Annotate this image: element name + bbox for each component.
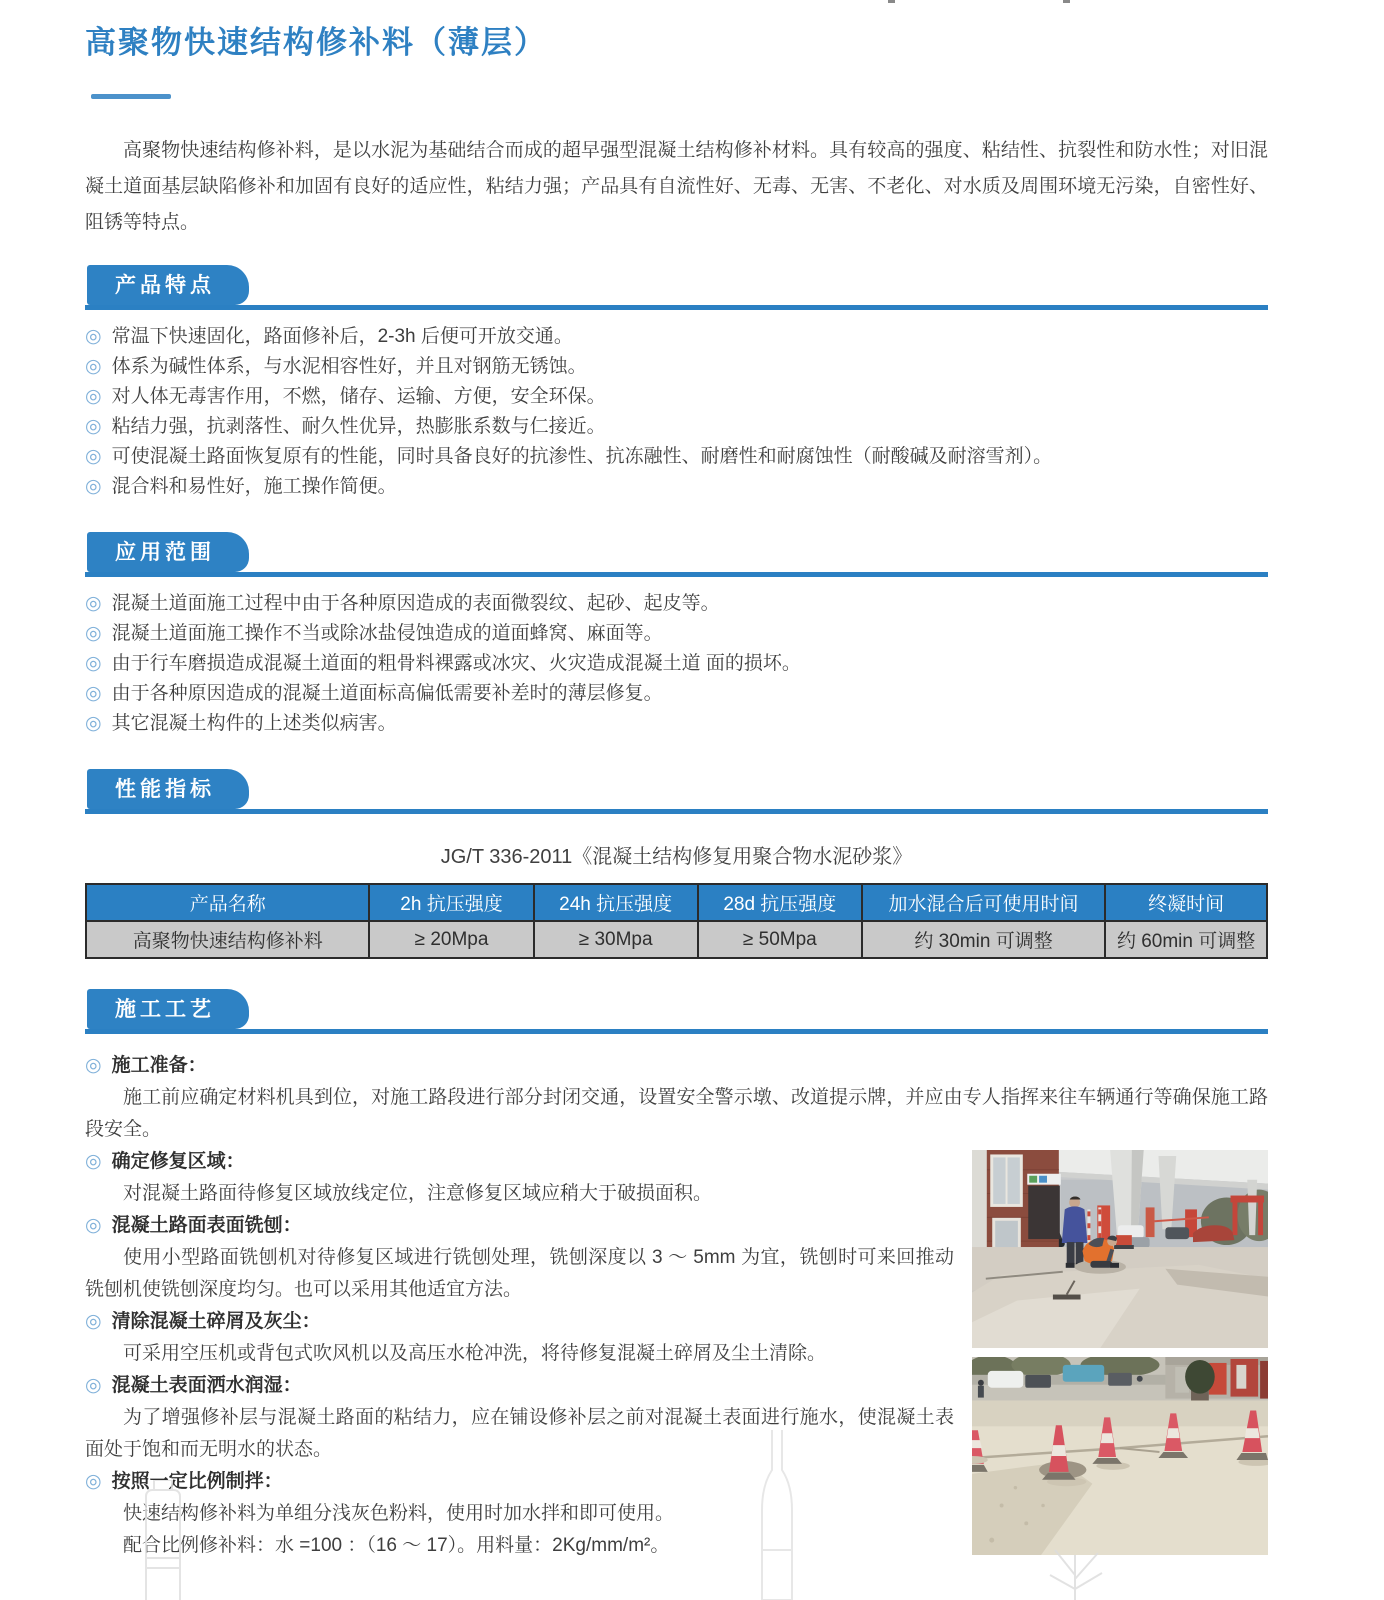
traffic-cones-illustration: [972, 1357, 1268, 1555]
bullseye-bullet-icon: ◎: [85, 713, 102, 734]
list-item-text: 对人体无毒害作用，不燃，储存、运输、方便，安全环保。: [111, 386, 606, 407]
table-row: [86, 921, 1267, 958]
construction-photo-cones: [972, 1357, 1268, 1555]
bullseye-bullet-icon: ◎: [85, 1311, 102, 1332]
bullseye-bullet-icon: ◎: [85, 1151, 102, 1172]
bullseye-bullet-icon: ◎: [85, 386, 102, 407]
performance-table: [85, 883, 1268, 959]
bullseye-bullet-icon: ◎: [85, 1215, 102, 1236]
list-item-text: 混合料和易性好，施工操作简便。: [111, 476, 397, 497]
list-item: [85, 709, 1268, 739]
bullseye-bullet-icon: ◎: [85, 1471, 102, 1492]
list-item-text: 粘结力强，抗剥落性、耐久性优异，热膨胀系数与仁接近。: [111, 416, 606, 437]
section-features: [85, 265, 1268, 502]
section-badge-features: 产品特点: [87, 265, 249, 305]
bullseye-bullet-icon: ◎: [85, 623, 102, 644]
section-applications: [85, 532, 1268, 739]
step-body: 可采用空压机或背包式吹风机以及高压水枪冲洗，将待修复混凝土碎屑及尘土清除。: [123, 1343, 827, 1364]
step-title: 施工准备：: [111, 1055, 207, 1076]
table-cell: ≥ 30Mpa: [534, 921, 698, 958]
page-title: 高聚物快速结构修补料（薄层）: [85, 25, 547, 60]
features-list: [85, 310, 1268, 502]
table-cell: ≥ 20Mpa: [369, 921, 533, 958]
list-item-text: 由于各种原因造成的混凝土道面标高偏低需要补差时的薄层修复。: [111, 683, 663, 704]
step-title: 按照一定比例制拌：: [111, 1471, 283, 1492]
list-item: [85, 619, 1268, 649]
watermark-bottle-icon: [752, 1430, 802, 1600]
section-header-process: [85, 989, 1268, 1034]
gas-station-repair-illustration: [972, 1150, 1268, 1348]
step-body: 配合比例修补料：水 =100 ：（16 ～ 17）。用料量：2Kg/mm/m²。: [123, 1535, 670, 1556]
table-cell: 约 60min 可调整: [1105, 921, 1267, 958]
bullseye-bullet-icon: ◎: [85, 593, 102, 614]
table-header-cell: 28d 抗压强度: [698, 884, 862, 921]
list-item-text: 其它混凝土构件的上述类似病害。: [111, 713, 397, 734]
table-header-row: [86, 884, 1267, 921]
step-title: 混凝土路面表面铣刨：: [111, 1215, 302, 1236]
table-header-cell: 终凝时间: [1105, 884, 1267, 921]
list-item: [85, 649, 1268, 679]
bullseye-bullet-icon: ◎: [85, 446, 102, 467]
construction-photo-repair: [972, 1150, 1268, 1348]
section-process: [85, 989, 1268, 1562]
section-header-features: [85, 265, 1268, 310]
step-body: 施工前应确定材料机具到位，对施工路段进行部分封闭交通，设置安全警示墩、改道提示牌，并应由专人指挥来往车辆通行等确保施工路段安全。: [85, 1087, 1268, 1140]
step-title: 混凝土表面洒水润湿：: [111, 1375, 302, 1396]
standard-reference: JG/T 336-2011《混凝土结构修复用聚合物水泥砂浆》: [440, 846, 913, 868]
step-body: 对混凝土路面待修复区域放线定位，注意修复区域应稍大于破损面积。: [123, 1183, 713, 1204]
intro-paragraph: 高聚物快速结构修补料，是以水泥为基础结合而成的超早强型混凝土结构修补材料。具有较高的强度、粘结性、抗裂性和防水性；对旧混凝土道面基层缺陷修补和加固有良好的适应性，粘结力强；产品具有自流性好、无毒、无害、不老化、对水质及周围环境无污染，自密性好、阻锈等特点。: [85, 140, 1268, 233]
list-item: [85, 412, 1268, 442]
table-header-cell: 产品名称: [86, 884, 369, 921]
list-item: [85, 352, 1268, 382]
step-body: 使用小型路面铣刨机对待修复区域进行铣刨处理，铣刨深度以 3 ～ 5mm 为宜，铣刨时可来回推动铣刨机使铣刨深度均匀。也可以采用其他适宜方法。: [85, 1247, 954, 1300]
bullseye-bullet-icon: ◎: [85, 476, 102, 497]
list-item-text: 常温下快速固化，路面修补后，2-3h 后便可开放交通。: [111, 326, 573, 347]
section-performance: [85, 769, 1268, 959]
list-item: [85, 442, 1268, 472]
list-item: [85, 472, 1268, 502]
list-item-text: 混凝土道面施工过程中由于各种原因造成的表面微裂纹、起砂、起皮等。: [111, 593, 720, 614]
bullseye-bullet-icon: ◎: [85, 653, 102, 674]
table-header-cell: 2h 抗压强度: [369, 884, 533, 921]
table-cell: ≥ 50Mpa: [698, 921, 862, 958]
list-item: [85, 589, 1268, 619]
bullseye-bullet-icon: ◎: [85, 416, 102, 437]
section-header-applications: [85, 532, 1268, 577]
applications-list: [85, 577, 1268, 739]
bullseye-bullet-icon: ◎: [85, 326, 102, 347]
process-steps: [85, 1034, 1268, 1562]
bullseye-bullet-icon: ◎: [85, 683, 102, 704]
list-item-text: 混凝土道面施工操作不当或除冰盐侵蚀造成的道面蜂窝、麻面等。: [111, 623, 663, 644]
list-item-text: 由于行车磨损造成混凝土道面的粗骨料裸露或冰灾、火灾造成混凝土道 面的损坏。: [111, 653, 801, 674]
step-title: 清除混凝土碎屑及灰尘：: [111, 1311, 321, 1332]
watermark-branch-icon: [1020, 1545, 1130, 1600]
title-dash: [91, 94, 171, 99]
step-body: 为了增强修补层与混凝土路面的粘结力，应在铺设修补层之前对混凝土表面进行施水，使混凝土表面处于饱和而无明水的状态。: [85, 1407, 954, 1460]
section-badge-applications: 应用范围: [87, 532, 249, 572]
table-header-cell: 加水混合后可使用时间: [862, 884, 1105, 921]
list-item-text: 体系为碱性体系，与水泥相容性好，并且对钢筋无锈蚀。: [111, 356, 587, 377]
step-body: 快速结构修补料为单组分浅灰色粉料，使用时加水拌和即可使用。: [123, 1503, 675, 1524]
step-title: 确定修复区域：: [111, 1151, 245, 1172]
table-cell: 约 30min 可调整: [862, 921, 1105, 958]
list-item: [85, 679, 1268, 709]
section-badge-performance: 性能指标: [87, 769, 249, 809]
bullseye-bullet-icon: ◎: [85, 356, 102, 377]
bullseye-bullet-icon: ◎: [85, 1055, 102, 1076]
page-edge-artifact: [1063, 0, 1070, 3]
watermark-bottle-icon: [128, 1480, 208, 1600]
list-item: [85, 382, 1268, 412]
bullseye-bullet-icon: ◎: [85, 1375, 102, 1396]
list-item: [85, 322, 1268, 352]
process-step: [85, 1050, 1268, 1146]
section-badge-process: 施工工艺: [87, 989, 249, 1029]
table-header-cell: 24h 抗压强度: [534, 884, 698, 921]
page-edge-artifact: [888, 0, 895, 3]
section-header-performance: [85, 769, 1268, 814]
table-cell: 高聚物快速结构修补料: [86, 921, 369, 958]
list-item-text: 可使混凝土路面恢复原有的性能，同时具备良好的抗渗性、抗冻融性、耐磨性和耐腐蚀性（耐酸碱及耐溶雪剂）。: [111, 446, 1053, 467]
process-photos: [972, 1150, 1268, 1564]
